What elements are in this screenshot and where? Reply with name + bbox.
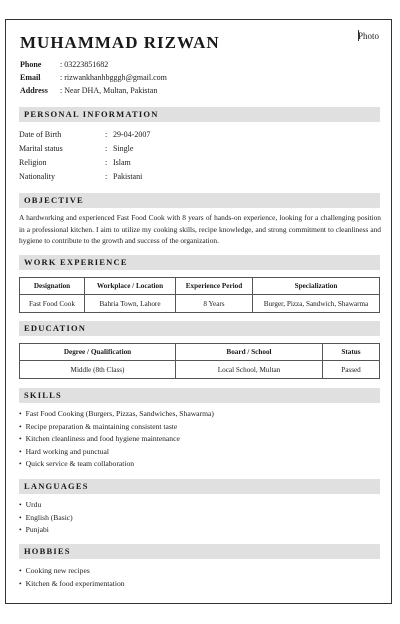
personal-value: Islam bbox=[113, 158, 131, 167]
contact-label: Email bbox=[20, 73, 41, 82]
table-cell: Local School, Multan bbox=[176, 361, 323, 379]
personal-label: Nationality bbox=[19, 172, 55, 181]
table-header-row bbox=[20, 344, 380, 361]
section-work-experience: WORK EXPERIENCE bbox=[19, 255, 380, 270]
objective-text: A hardworking and experienced Fast Food Cook with 8 years of hands-on experience, looking for a challenging position in a professional kitchen. I aim to utilize my cooking skills, recipe knowledge, and strong commitment to cleanliness and hygiene to contribute to the growth and success of the organization. bbox=[19, 213, 381, 245]
hobbies-list bbox=[19, 565, 125, 590]
contact-value: : Near DHA, Multan, Pakistan bbox=[60, 86, 158, 95]
languages-list bbox=[19, 499, 73, 537]
skills-list bbox=[19, 408, 214, 471]
list-item: • Recipe preparation & maintaining consistent taste bbox=[19, 421, 214, 434]
list-item: • Hard working and punctual bbox=[19, 446, 214, 459]
list-item: • English (Basic) bbox=[19, 512, 73, 525]
section-languages: LANGUAGES bbox=[19, 479, 380, 494]
work-experience-table bbox=[19, 277, 380, 313]
column-header: Workplace / Location bbox=[85, 278, 176, 295]
list-item: • Kitchen cleanliness and food hygiene maintenance bbox=[19, 433, 214, 446]
table-cell: Bahria Town, Lahore bbox=[85, 295, 176, 313]
table-row bbox=[20, 295, 380, 313]
list-item: • Urdu bbox=[19, 499, 73, 512]
table-header-row bbox=[20, 278, 380, 295]
column-header: Experience Period bbox=[176, 278, 253, 295]
table-cell: Burger, Pizza, Sandwich, Shawarma bbox=[253, 295, 380, 313]
table-cell: 8 Years bbox=[176, 295, 253, 313]
personal-value: Pakistani bbox=[113, 172, 143, 181]
personal-value: Single bbox=[113, 144, 134, 153]
table-cell: Passed bbox=[323, 361, 380, 379]
table-cell: Fast Food Cook bbox=[20, 295, 85, 313]
section-skills: SKILLS bbox=[19, 388, 380, 403]
personal-sep: : bbox=[105, 172, 108, 181]
contact-label: Address bbox=[20, 86, 48, 95]
column-header: Specialization bbox=[253, 278, 380, 295]
personal-label: Religion bbox=[19, 158, 47, 167]
column-header: Status bbox=[323, 344, 380, 361]
personal-value: 29-04-2007 bbox=[113, 130, 151, 139]
column-header: Designation bbox=[20, 278, 85, 295]
section-objective: OBJECTIVE bbox=[19, 193, 380, 208]
photo-placeholder: Photo bbox=[358, 31, 380, 41]
list-item: • Fast Food Cooking (Burgers, Pizzas, Sandwiches, Shawarma) bbox=[19, 408, 214, 421]
list-item: • Kitchen & food experimentation bbox=[19, 578, 125, 591]
table-cell: Middle (8th Class) bbox=[20, 361, 176, 379]
section-personal-information: PERSONAL INFORMATION bbox=[19, 107, 380, 122]
personal-sep: : bbox=[105, 144, 108, 153]
education-table bbox=[19, 343, 380, 379]
section-hobbies: HOBBIES bbox=[19, 544, 380, 559]
section-education: EDUCATION bbox=[19, 321, 380, 336]
list-item: • Quick service & team collaboration bbox=[19, 458, 214, 471]
list-item: • Punjabi bbox=[19, 524, 73, 537]
contact-value: : 03223851682 bbox=[60, 60, 109, 69]
personal-sep: : bbox=[105, 158, 108, 167]
personal-label: Marital status bbox=[19, 144, 63, 153]
contact-value: : rizwankhanhbgggh@gmail.com bbox=[60, 73, 167, 82]
column-header: Board / School bbox=[176, 344, 323, 361]
candidate-name: MUHAMMAD RIZWAN bbox=[20, 33, 220, 52]
resume-page bbox=[5, 19, 392, 604]
personal-sep: : bbox=[105, 130, 108, 139]
list-item: • Cooking new recipes bbox=[19, 565, 125, 578]
column-header: Degree / Qualification bbox=[20, 344, 176, 361]
contact-label: Phone bbox=[20, 60, 42, 69]
personal-label: Date of Birth bbox=[19, 130, 62, 139]
table-row bbox=[20, 361, 380, 379]
